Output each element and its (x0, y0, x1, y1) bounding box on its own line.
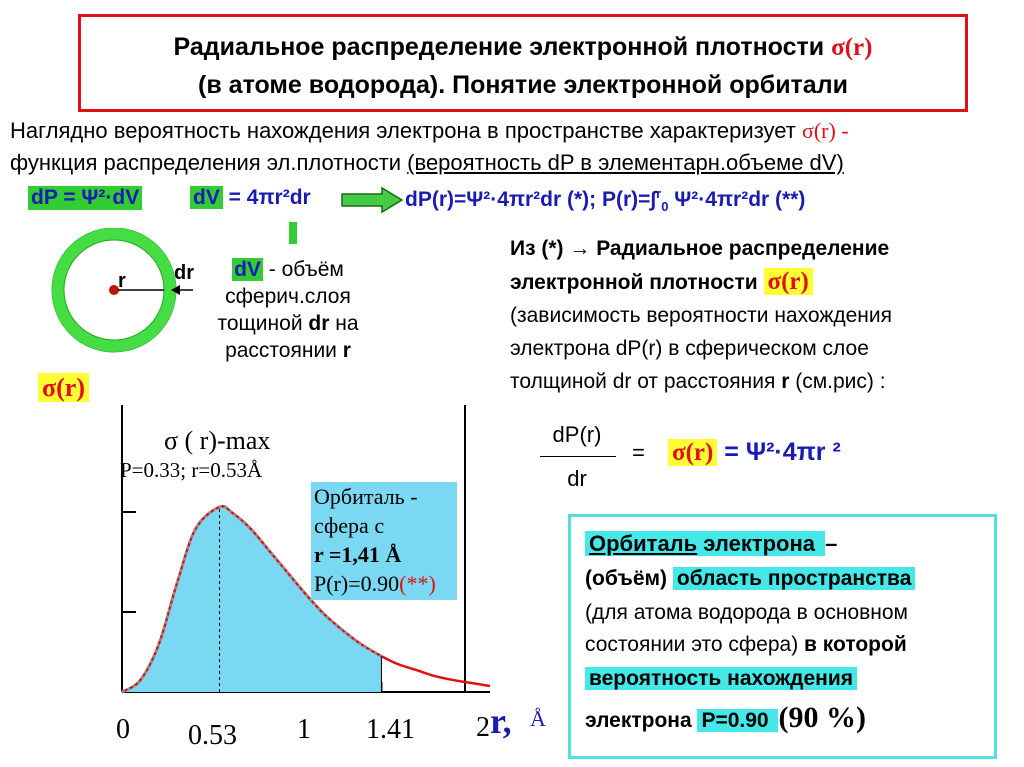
intro-text-1: Наглядно вероятность нахождения электрона в пространстве характеризует (10, 118, 802, 143)
orb-def-line-1 (585, 531, 837, 557)
intro-dash: - (835, 118, 849, 143)
max-label: σ ( r)-max (164, 426, 271, 455)
max-values: P=0.33; r=0.53Å (120, 458, 263, 482)
intro-text-2: функция распределения эл.плотности (10, 150, 408, 175)
orb-def-title (585, 531, 825, 556)
caption-line-1 (200, 256, 376, 283)
intro-sigma: σ(r) (801, 118, 836, 143)
sphere-r-label: r (118, 270, 126, 292)
orbital-line-2: сфера с (314, 513, 385, 538)
x-tick-141: 1.41 (366, 714, 415, 745)
caption-dr: dr (308, 312, 330, 335)
sphere-caption (200, 256, 376, 364)
orb-def-in-which: в которой (804, 633, 907, 656)
caption-dv: dV (234, 258, 261, 281)
title-line-1 (81, 33, 965, 62)
orbital-ref: (**) (399, 571, 436, 596)
title-text-1: Радиальное распределение электронной плотности (173, 33, 832, 61)
right-text-5a: толщиной dr от расстояния (510, 370, 782, 393)
sphere-diagram (38, 228, 198, 368)
orb-def-state: состоянии это сфера) (585, 633, 805, 656)
caption-text-3c: на (329, 312, 359, 335)
right-line-5 (510, 365, 892, 398)
right-line-4: электрона dP(r) в сферическом слое (510, 337, 869, 360)
orbital-line-1: Орбиталь - (314, 484, 418, 509)
formula-dpr-end: Ψ²·4πr²dr (**) (668, 188, 806, 211)
eq-right (668, 438, 841, 467)
orbital-definition-box (568, 514, 997, 759)
right-text-5c: (см.рис) : (789, 370, 886, 393)
right-r: r (781, 370, 790, 393)
sigma-axis-label (38, 372, 89, 403)
orbital-text-4: P(r)=0.90 (314, 571, 400, 596)
title-box (78, 14, 968, 112)
orb-def-line-2 (585, 567, 915, 591)
green-marker (289, 222, 297, 244)
formula-dpr (405, 186, 805, 214)
orb-def-line-5 (585, 667, 857, 691)
intro-line-1 (10, 118, 849, 144)
right-text-2: электронной плотности (510, 271, 764, 294)
caption-r: r (342, 339, 351, 362)
eq-sigma: σ(r) (668, 439, 717, 466)
orbital-line-3: r =1,41 Å (314, 542, 402, 567)
sigma-chart (100, 405, 520, 715)
orb-def-line-6 (585, 701, 866, 735)
caption-line-2: сферич.слоя (225, 285, 351, 308)
x-tick-053: 0.53 (188, 720, 237, 751)
orb-def-word-electron: электрона (697, 531, 822, 556)
eq-rest: = Ψ²·4πr ² (717, 438, 841, 466)
orb-def-p-value: P=0.90 (697, 709, 778, 732)
title-line-2: (в атоме водорода). Понятие электронной орбитали (198, 71, 848, 99)
eq-equals: = (632, 440, 645, 465)
title-sigma: σ(r) (831, 34, 873, 61)
formula-dv-rest: = 4πr²dr (222, 186, 311, 209)
orb-def-word-orbital: Орбиталь (589, 531, 698, 556)
orb-def-dash: – (825, 531, 838, 556)
caption-text-1: - объём (262, 258, 344, 281)
caption-text-4a: расстоянии (225, 339, 343, 362)
x-tick-2: 2 (476, 712, 490, 743)
caption-line-3 (200, 310, 376, 337)
orbital-line-4 (314, 569, 436, 598)
eq-fraction-bar (540, 456, 616, 457)
axis-unit: Å (530, 706, 546, 731)
formula-dpr-sub: 0 (661, 199, 669, 215)
sphere-dr-label: dr (174, 262, 194, 284)
intro-underlined: (вероятность dP в элементарн.объеме dV) (407, 150, 844, 175)
caption-text-3a: тощиной (217, 312, 309, 335)
axis-r-label: r, (490, 701, 512, 741)
orb-def-region: область пространства (673, 567, 916, 590)
x-tick-1: 1 (297, 714, 311, 745)
formula-dv (190, 186, 311, 210)
arrow-icon (340, 186, 404, 214)
orb-def-electron: электрона (585, 709, 698, 732)
orb-def-probability: вероятность нахождения (585, 667, 857, 690)
right-sigma: σ(r) (764, 268, 813, 295)
eq-numerator: dP(r) (552, 422, 602, 447)
orb-def-line-4 (585, 633, 907, 657)
formula-dp: dP = Ψ²·dV (28, 186, 142, 210)
right-line-1: Из (*) → Радиальное распределение (510, 237, 890, 260)
right-line-2 (510, 265, 892, 299)
orb-def-percent: (90 %) (778, 701, 866, 734)
x-tick-0: 0 (116, 714, 130, 745)
right-line-3: (зависимость вероятности нахождения (510, 304, 892, 327)
caption-line-4 (200, 337, 376, 364)
orb-def-volume: (объём) (585, 567, 673, 590)
formula-dv-hl: dV (190, 186, 223, 209)
sigma-label: σ(r) (38, 373, 89, 402)
formula-dpr-sup: r (656, 186, 662, 201)
formula-dpr-main: dP(r)=Ψ²·4πr²dr (*); P(r)=∫ (405, 188, 657, 211)
eq-denominator: dr (567, 466, 587, 491)
orb-def-line-3: (для атома водорода в основном (585, 601, 908, 624)
intro-line-2 (10, 150, 844, 176)
right-text (510, 232, 892, 398)
orbital-label (314, 482, 436, 598)
